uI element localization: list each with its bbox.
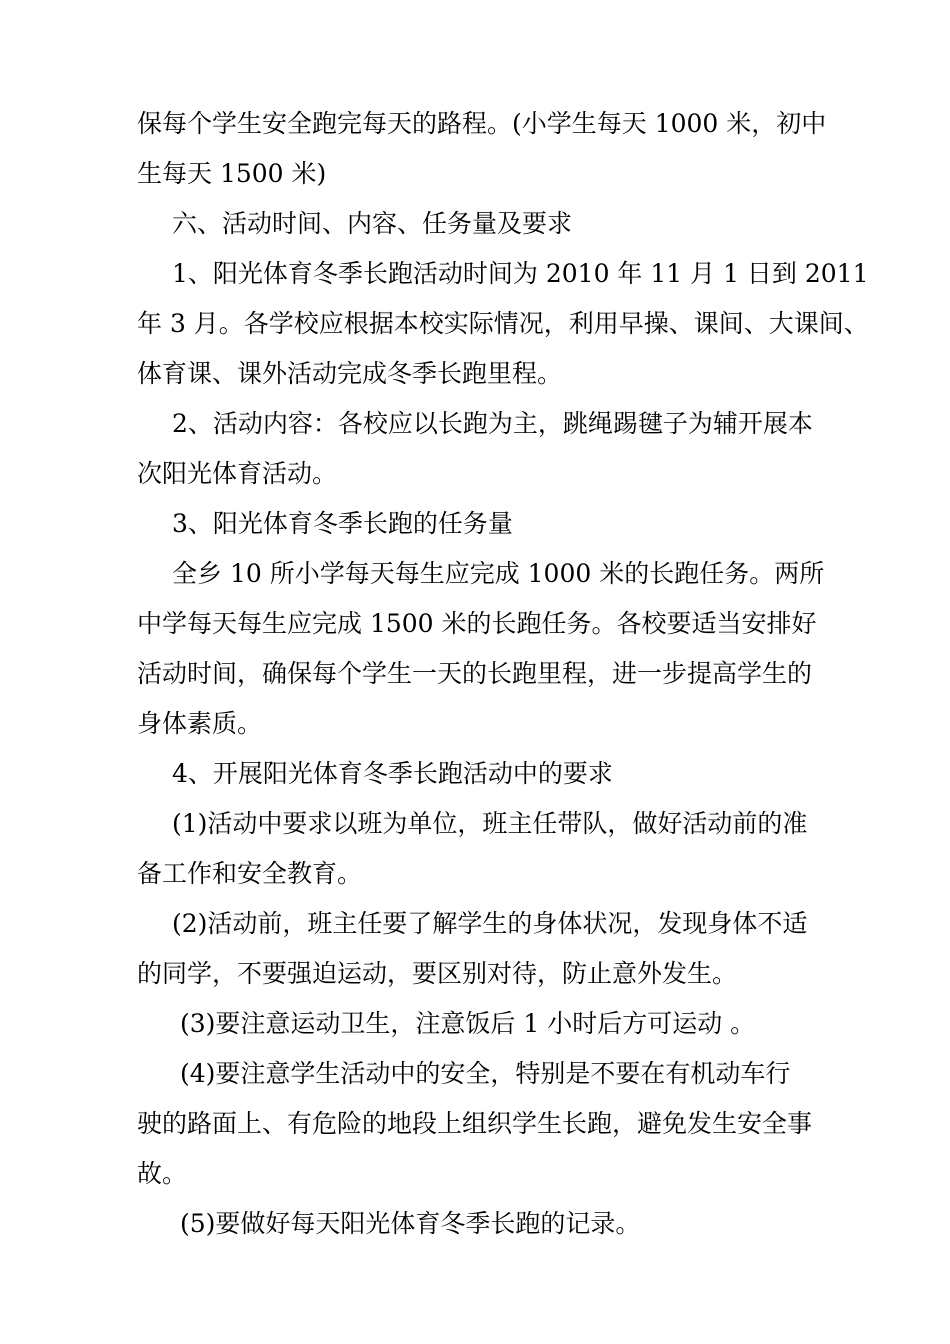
text-line: 4、开展阳光体育冬季长跑活动中的要求 bbox=[172, 759, 613, 788]
text-line: (1)活动中要求以班为单位，班主任带队，做好活动前的准 bbox=[172, 809, 808, 838]
text-line: (2)活动前，班主任要了解学生的身体状况，发现身体不适 bbox=[172, 909, 808, 938]
text-line: 全乡 10 所小学每天每生应完成 1000 米的长跑任务。两所 bbox=[172, 559, 825, 588]
text-line: 驶的路面上、有危险的地段上组织学生长跑，避免发生安全事 bbox=[137, 1109, 813, 1138]
text-line: 次阳光体育活动。 bbox=[137, 459, 338, 488]
text-line: 中学每天每生应完成 1500 米的长跑任务。各校要适当安排好 bbox=[137, 609, 817, 638]
text-line: 备工作和安全教育。 bbox=[137, 859, 363, 888]
text-line: 故。 bbox=[137, 1159, 188, 1188]
text-line: (3)要注意运动卫生，注意饭后 1 小时后方可运动 。 bbox=[180, 1009, 756, 1038]
section-heading: 六、活动时间、内容、任务量及要求 bbox=[172, 209, 573, 238]
text-line: 身体素质。 bbox=[137, 709, 263, 738]
text-line: 3、阳光体育冬季长跑的任务量 bbox=[172, 509, 513, 538]
text-line: 生每天 1500 米) bbox=[137, 159, 327, 188]
text-line: 活动时间，确保每个学生一天的长跑里程，进一步提高学生的 bbox=[137, 659, 813, 688]
text-line: 1、阳光体育冬季长跑活动时间为 2010 年 11 月 1 日到 2011 bbox=[172, 259, 869, 288]
text-line: 2、活动内容：各校应以长跑为主，跳绳踢毽子为辅开展本 bbox=[172, 409, 813, 438]
text-line: 年 3 月。各学校应根据本校实际情况，利用早操、课间、大课间、 bbox=[137, 309, 869, 338]
text-line: (5)要做好每天阳光体育冬季长跑的记录。 bbox=[180, 1209, 641, 1238]
text-line: 的同学，不要强迫运动，要区别对待，防止意外发生。 bbox=[137, 959, 738, 988]
text-line: 保每个学生安全跑完每天的路程。(小学生每天 1000 米，初中 bbox=[137, 109, 827, 138]
text-line: (4)要注意学生活动中的安全，特别是不要在有机动车行 bbox=[180, 1059, 791, 1088]
text-line: 体育课、课外活动完成冬季长跑里程。 bbox=[137, 359, 563, 388]
